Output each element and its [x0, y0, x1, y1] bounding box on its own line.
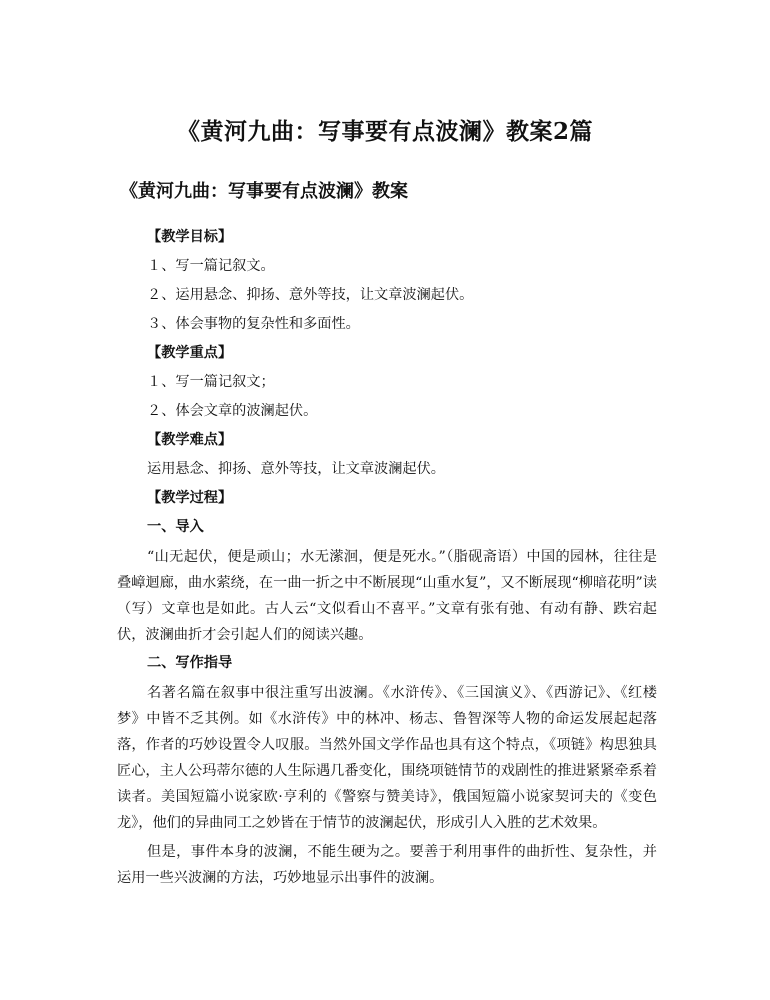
document-body [117, 225, 657, 894]
lesson-plan-title: 《黄河九曲：写事要有点波澜》教案 [120, 181, 408, 202]
difficulty-heading: 【教学难点】 [147, 432, 233, 448]
goal-item: １、写一篇记叙文。 [147, 258, 275, 274]
intro-paragraph: “山无起伏，便是顽山；水无潆洄，便是死水。”（脂砚斋语）中国的园林，往往是叠嶂迴廊，曲水萦绕，在一曲一折之中不断展现“山重水复”，又不断展现“柳暗花明”读（写）文章也是如此。古人云“文似看山不喜平。”文章有张有弛、有动有静、跌宕起伏，波澜曲折才会引起人们的阅读兴趣。 [117, 549, 657, 643]
goal-item: ３、体会事物的复杂性和多面性。 [147, 316, 360, 332]
writing-guide-paragraph: 名著名篇在叙事中很注重写出波澜。《水浒传》、《三国演义》、《西游记》、《红楼梦》中皆不乏其例。如《水浒传》中的林冲、杨志、鲁智深等人物的命运发展起起落落，作者的巧妙设置令人叹服。当然外国文学作品也具有这个特点，《项链》构思独具匠心，主人公玛蒂尔德的人生际遇几番变化，围绕项链情节的戏剧性的推进紧紧牵系着读者。美国短篇小说家欧·亨利的《警察与赞美诗》，俄国短篇小说家契诃夫的《变色龙》，他们的异曲同工之妙皆在于情节的波澜起伏，形成引人入胜的艺术效果。 [117, 685, 657, 831]
process-heading: 【教学过程】 [147, 490, 233, 506]
goals-heading: 【教学目标】 [147, 229, 233, 245]
key-point-item: １、写一篇记叙文； [147, 374, 275, 390]
section-intro-heading: 一、导入 [147, 519, 204, 535]
document-title: 《黄河九曲：写事要有点波澜》教案2篇 [176, 118, 593, 145]
key-point-item: ２、体会文章的波澜起伏。 [147, 403, 318, 419]
key-points-heading: 【教学重点】 [147, 345, 233, 361]
section-writing-guide-heading: 二、写作指导 [147, 655, 233, 671]
writing-guide-paragraph: 但是，事件本身的波澜，不能生硬为之。要善于利用事件的曲折性、复杂性，并运用一些兴波澜的方法，巧妙地显示出事件的波澜。 [117, 844, 657, 886]
difficulty-text: 运用悬念、抑扬、意外等技，让文章波澜起伏。 [147, 461, 445, 477]
goal-item: ２、运用悬念、抑扬、意外等技，让文章波澜起伏。 [147, 287, 474, 303]
